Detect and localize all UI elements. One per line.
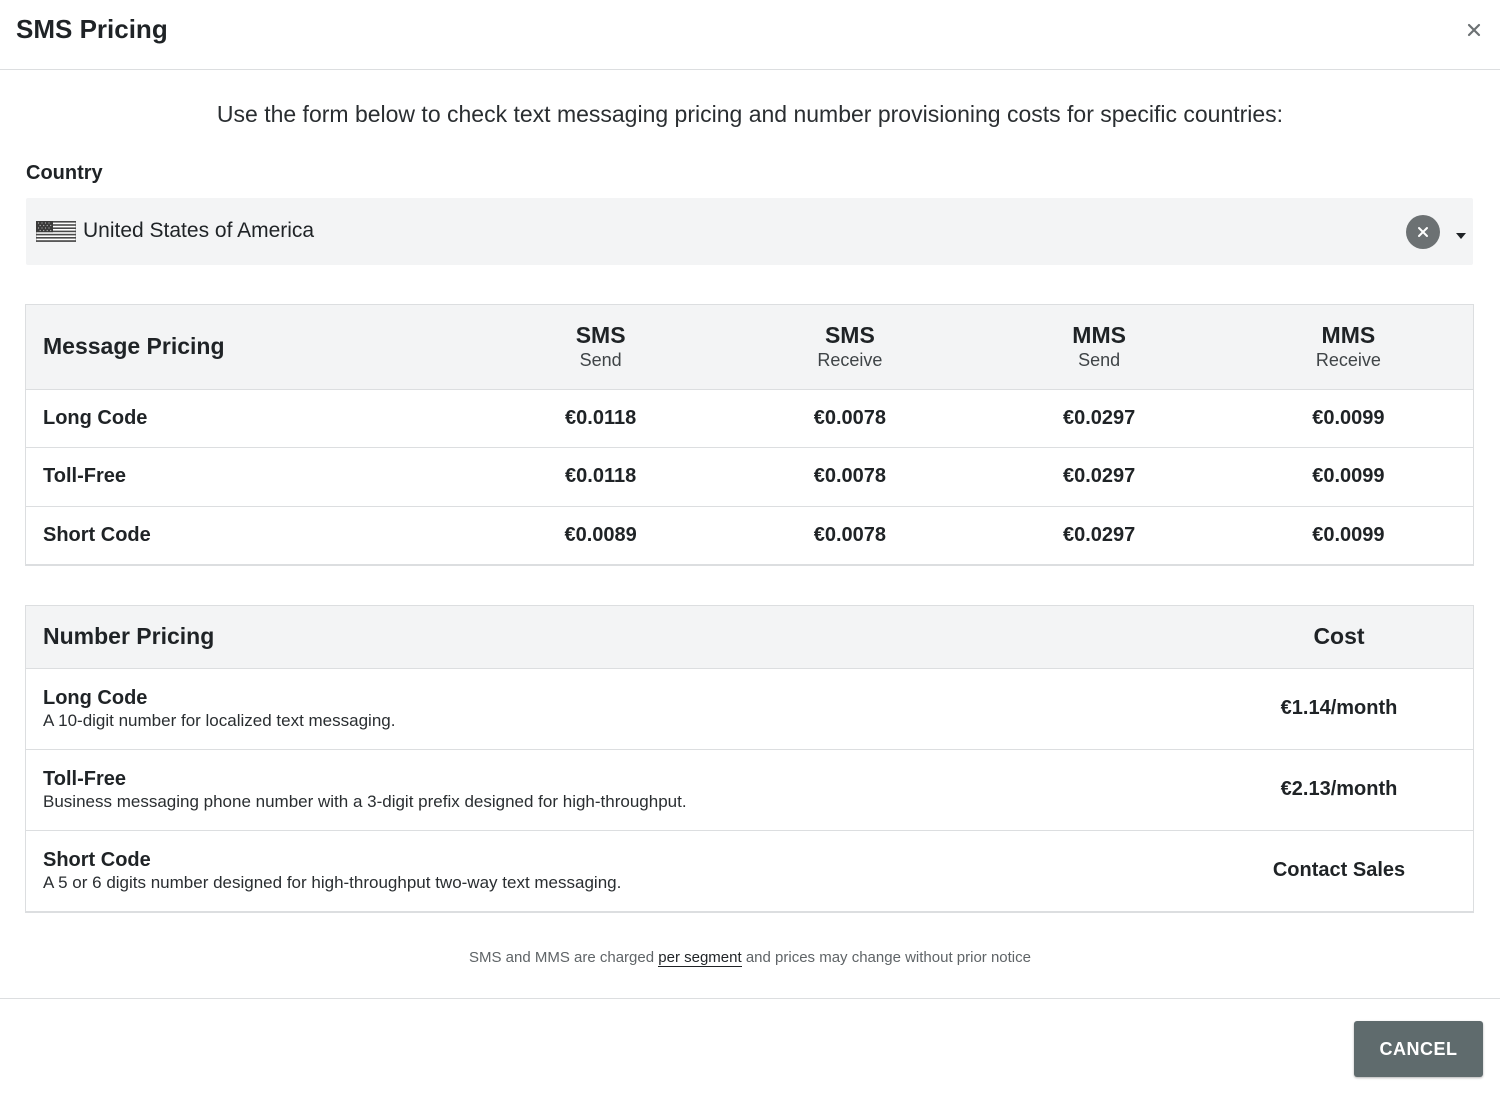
message-pricing-header <box>26 305 1473 389</box>
price-cell: €0.0099 <box>1224 506 1473 565</box>
price-cell: €0.0118 <box>476 389 725 448</box>
col-mms-receive <box>1224 305 1473 389</box>
price-cell: €0.0297 <box>975 506 1224 565</box>
col-top: SMS <box>824 321 875 348</box>
number-type-cell <box>26 749 1205 830</box>
message-pricing-title: Message Pricing <box>26 305 476 389</box>
chevron-down-icon[interactable] <box>1455 227 1467 235</box>
number-type-desc: Business messaging phone number with a 3-digit prefix designed for high-throughput. <box>43 791 687 811</box>
number-pricing-header <box>26 606 1473 668</box>
row-label: Toll-Free <box>26 448 476 507</box>
number-type-name: Toll-Free <box>43 767 126 790</box>
table-row <box>26 389 1473 448</box>
footnote-text-after: and prices may change without prior notice <box>741 949 1031 966</box>
number-type-cell <box>26 668 1205 749</box>
pricing-footnote <box>0 949 1500 966</box>
country-select[interactable] <box>26 198 1473 265</box>
col-top: MMS <box>1072 321 1126 348</box>
price-cell: €0.0078 <box>725 506 974 565</box>
table-row <box>26 506 1473 565</box>
cost-cell: €2.13/month <box>1205 749 1473 830</box>
cost-cell: €1.14/month <box>1205 668 1473 749</box>
col-mms-send <box>975 305 1224 389</box>
modal-title: SMS Pricing <box>16 14 168 44</box>
close-icon[interactable] <box>1464 20 1484 40</box>
row-label: Short Code <box>26 506 476 565</box>
number-type-desc: A 5 or 6 digits number designed for high-throughput two-way text messaging. <box>43 872 622 892</box>
per-segment-link[interactable]: per segment <box>658 949 742 966</box>
price-cell: €0.0099 <box>1224 389 1473 448</box>
row-label: Long Code <box>26 389 476 448</box>
country-value: United States of America <box>83 219 315 242</box>
price-cell: €0.0089 <box>476 506 725 565</box>
table-row <box>26 668 1473 749</box>
intro-text: Use the form below to check text messaging pricing and number provisioning costs for specific countries: <box>216 101 1284 127</box>
modal-header <box>0 0 1500 70</box>
col-sub: Send <box>579 349 622 370</box>
price-cell: €0.0297 <box>975 389 1224 448</box>
number-pricing-title: Number Pricing <box>26 606 1205 668</box>
country-label: Country <box>26 162 103 184</box>
table-row <box>26 448 1473 507</box>
price-cell: €0.0099 <box>1224 448 1473 507</box>
cancel-button[interactable]: CANCEL <box>1354 1021 1483 1077</box>
price-cell: €0.0297 <box>975 448 1224 507</box>
col-sub: Send <box>1078 349 1121 370</box>
cost-header: Cost <box>1205 606 1473 668</box>
col-sms-send <box>476 305 725 389</box>
table-row <box>26 749 1473 830</box>
number-type-name: Short Code <box>43 848 151 871</box>
modal-footer <box>0 998 1500 1095</box>
number-pricing-table <box>26 606 1473 912</box>
col-top: SMS <box>575 321 626 348</box>
price-cell: €0.0078 <box>725 389 974 448</box>
message-pricing-table <box>26 305 1473 565</box>
col-top: MMS <box>1321 321 1376 348</box>
us-flag-icon <box>36 221 76 242</box>
clear-selection-icon[interactable] <box>1406 215 1440 249</box>
price-cell: €0.0118 <box>476 448 725 507</box>
col-sub: Receive <box>817 349 883 370</box>
footnote-text-before: SMS and MMS are charged <box>469 949 659 966</box>
table-row <box>26 830 1473 911</box>
col-sms-receive <box>725 305 974 389</box>
cost-cell: Contact Sales <box>1205 830 1473 911</box>
number-type-desc: A 10-digit number for localized text messaging. <box>43 710 396 730</box>
number-type-name: Long Code <box>43 686 148 709</box>
price-cell: €0.0078 <box>725 448 974 507</box>
col-sub: Receive <box>1315 349 1381 370</box>
number-type-cell <box>26 830 1205 911</box>
